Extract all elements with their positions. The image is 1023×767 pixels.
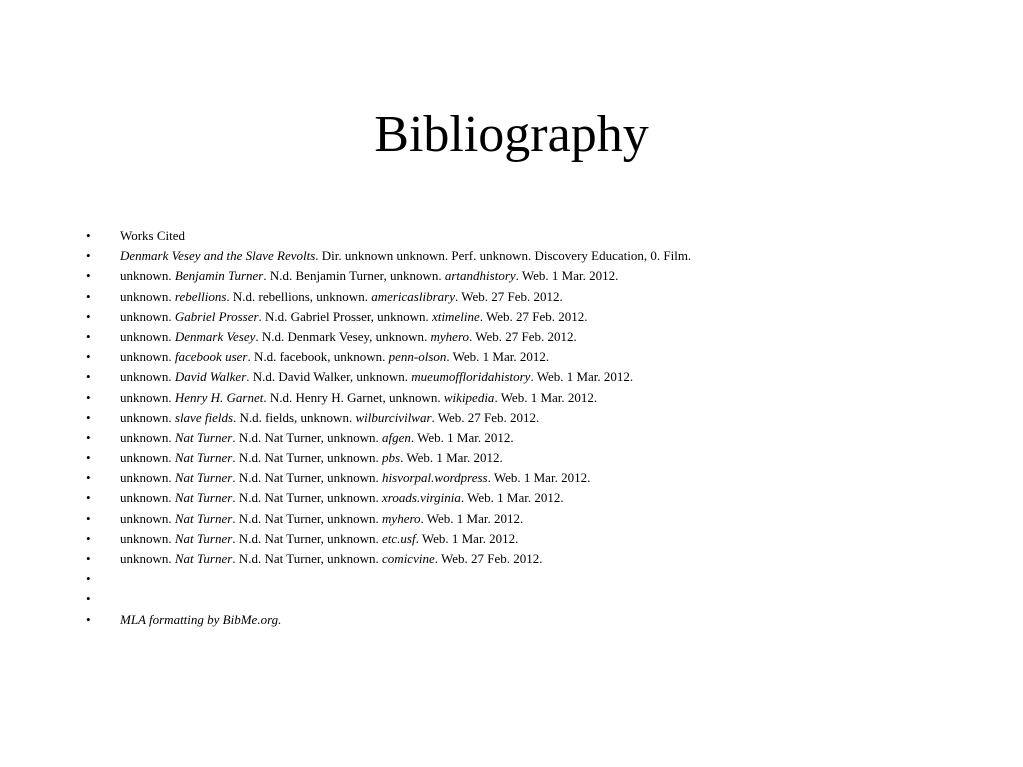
entry-author: unknown. <box>120 490 175 506</box>
list-item <box>86 610 986 630</box>
entry-info: . N.d. Denmark Vesey, unknown. <box>255 328 431 344</box>
entry-site: hisvorpal.wordpress <box>382 470 488 486</box>
entry-access: . Web. 1 Mar. 2012. <box>400 450 503 466</box>
entry-author: unknown. <box>120 429 175 445</box>
bullet-icon: • <box>86 248 91 264</box>
entry-access: . Web. 1 Mar. 2012. <box>415 530 519 546</box>
bullet-icon: • <box>86 470 91 486</box>
entry-access: . Web. 1 Mar. 2012. <box>515 268 619 284</box>
entry-site: comicvine <box>382 551 435 566</box>
bullet-icon: • <box>86 288 91 304</box>
entry-title: Nat Turner <box>174 470 233 486</box>
entry-title: Benjamin Turner <box>174 268 264 284</box>
bibliography-list <box>86 226 986 630</box>
entry-title: David Walker <box>174 369 247 385</box>
entry-info: . N.d. Benjamin Turner, unknown. <box>263 268 445 284</box>
entry-info: . N.d. Nat Turner, unknown. <box>232 429 383 445</box>
entry-author: unknown. <box>120 349 175 365</box>
bullet-icon: • <box>86 389 91 405</box>
list-item <box>86 347 986 367</box>
list-item <box>86 246 986 266</box>
list-item <box>86 549 986 569</box>
entry-site: xtimeline <box>432 308 480 324</box>
bullet-icon: • <box>86 349 91 365</box>
entry-info: . N.d. facebook, unknown. <box>247 349 389 365</box>
list-item <box>86 367 986 387</box>
bullet-icon: • <box>86 228 91 243</box>
entry-site: artandhistory <box>444 268 516 284</box>
entry-site: wilburcivilwar <box>355 409 432 425</box>
entry-title: Denmark Vesey and the Slave Revolts <box>120 248 316 264</box>
entry-title: rebellions <box>174 288 227 304</box>
entry-access: . Web. 1 Mar. 2012. <box>420 510 524 526</box>
entry-author: unknown. <box>120 328 175 344</box>
bullet-icon: • <box>86 409 91 425</box>
entry-author: unknown. <box>120 308 175 324</box>
entry-site: wikipedia <box>443 389 495 405</box>
entry-title: MLA formatting by BibMe.org. <box>120 611 282 627</box>
entry-site: americaslibrary <box>371 288 455 304</box>
page-title: Bibliography <box>374 106 649 163</box>
bullet-icon: • <box>86 268 91 284</box>
entry-info: . N.d. Nat Turner, unknown. <box>232 510 383 526</box>
entry-author: unknown. <box>120 510 175 526</box>
entry-title: Nat Turner <box>174 450 233 466</box>
bullet-icon: • <box>86 551 91 566</box>
list-item <box>86 589 986 609</box>
entry-info: . Dir. unknown unknown. Perf. unknown. Discovery Education, 0. Film. <box>315 248 692 264</box>
entry-author: unknown. <box>120 389 175 405</box>
bullet-icon: • <box>86 611 91 627</box>
list-item <box>86 327 986 347</box>
bullet-icon: • <box>86 591 91 607</box>
list-item <box>86 266 986 286</box>
entry-info: . N.d. Nat Turner, unknown. <box>232 490 383 506</box>
list-item <box>86 287 986 307</box>
entry-author: unknown. <box>120 268 175 284</box>
list-item <box>86 509 986 529</box>
entry-author: unknown. <box>120 288 175 304</box>
list-item <box>86 428 986 448</box>
entry-site: mueumoffloridahistory <box>411 369 531 385</box>
entry-access: . Web. 27 Feb. 2012. <box>479 308 588 324</box>
entry-author: unknown. <box>120 470 175 486</box>
entry-author: Works Cited <box>120 228 186 243</box>
list-item <box>86 226 986 246</box>
list-item <box>86 569 986 589</box>
bullet-icon: • <box>86 308 91 324</box>
entry-title: Nat Turner <box>174 551 233 566</box>
entry-title: slave fields <box>174 409 234 425</box>
entry-info: . N.d. Nat Turner, unknown. <box>232 530 383 546</box>
entry-info: . N.d. rebellions, unknown. <box>226 288 372 304</box>
entry-title: Nat Turner <box>174 429 233 445</box>
list-item <box>86 468 986 488</box>
entry-author: unknown. <box>120 409 175 425</box>
entry-title: Nat Turner <box>174 510 233 526</box>
entry-site: etc.usf <box>382 530 416 546</box>
bullet-icon: • <box>86 530 91 546</box>
entry-access: . Web. 27 Feb. 2012. <box>431 409 540 425</box>
list-item <box>86 529 986 549</box>
bullet-icon: • <box>86 328 91 344</box>
entry-info: . N.d. Nat Turner, unknown. <box>232 470 383 486</box>
entry-author: unknown. <box>120 551 175 566</box>
entry-site: xroads.virginia <box>382 490 461 506</box>
entry-title: facebook user <box>174 349 248 365</box>
entry-info: . N.d. Nat Turner, unknown. <box>232 450 383 466</box>
entry-info: . N.d. Nat Turner, unknown. <box>232 551 383 566</box>
entry-access: . Web. 1 Mar. 2012. <box>530 369 634 385</box>
bullet-icon: • <box>86 369 91 385</box>
list-item <box>86 408 986 428</box>
entry-info: . N.d. fields, unknown. <box>233 409 356 425</box>
entry-title: Denmark Vesey <box>174 328 256 344</box>
entry-site: myhero <box>430 328 470 344</box>
entry-title: Nat Turner <box>174 530 233 546</box>
entry-site: penn-olson <box>388 349 447 365</box>
entry-access: . Web. 1 Mar. 2012. <box>460 490 564 506</box>
entry-info: . N.d. Henry H. Garnet, unknown. <box>263 389 444 405</box>
entry-access: . Web. 27 Feb. 2012. <box>454 288 563 304</box>
entry-site: pbs <box>382 450 401 466</box>
bullet-icon: • <box>86 571 91 587</box>
entry-title: Henry H. Garnet <box>174 389 264 405</box>
list-item <box>86 448 986 468</box>
list-item <box>86 388 986 408</box>
list-item <box>86 488 986 508</box>
entry-access: . Web. 27 Feb. 2012. <box>434 551 543 566</box>
list-item <box>86 307 986 327</box>
bullet-icon: • <box>86 490 91 506</box>
entry-site: myhero <box>382 510 421 526</box>
entry-info: . N.d. Gabriel Prosser, unknown. <box>258 308 433 324</box>
bullet-icon: • <box>86 429 91 445</box>
entry-title: Gabriel Prosser <box>174 308 259 324</box>
entry-author: unknown. <box>120 530 175 546</box>
entry-info: . N.d. David Walker, unknown. <box>246 369 412 385</box>
entry-access: . Web. 27 Feb. 2012. <box>469 328 577 344</box>
bullet-icon: • <box>86 450 91 466</box>
entry-access: . Web. 1 Mar. 2012. <box>410 429 514 445</box>
entry-access: . Web. 1 Mar. 2012. <box>446 349 550 365</box>
entry-site: afgen <box>382 429 411 445</box>
entry-title: Nat Turner <box>174 490 233 506</box>
entry-access: . Web. 1 Mar. 2012. <box>494 389 598 405</box>
entry-access: . Web. 1 Mar. 2012. <box>487 470 591 486</box>
bullet-icon: • <box>86 510 91 526</box>
entry-author: unknown. <box>120 450 175 466</box>
entry-author: unknown. <box>120 369 175 385</box>
